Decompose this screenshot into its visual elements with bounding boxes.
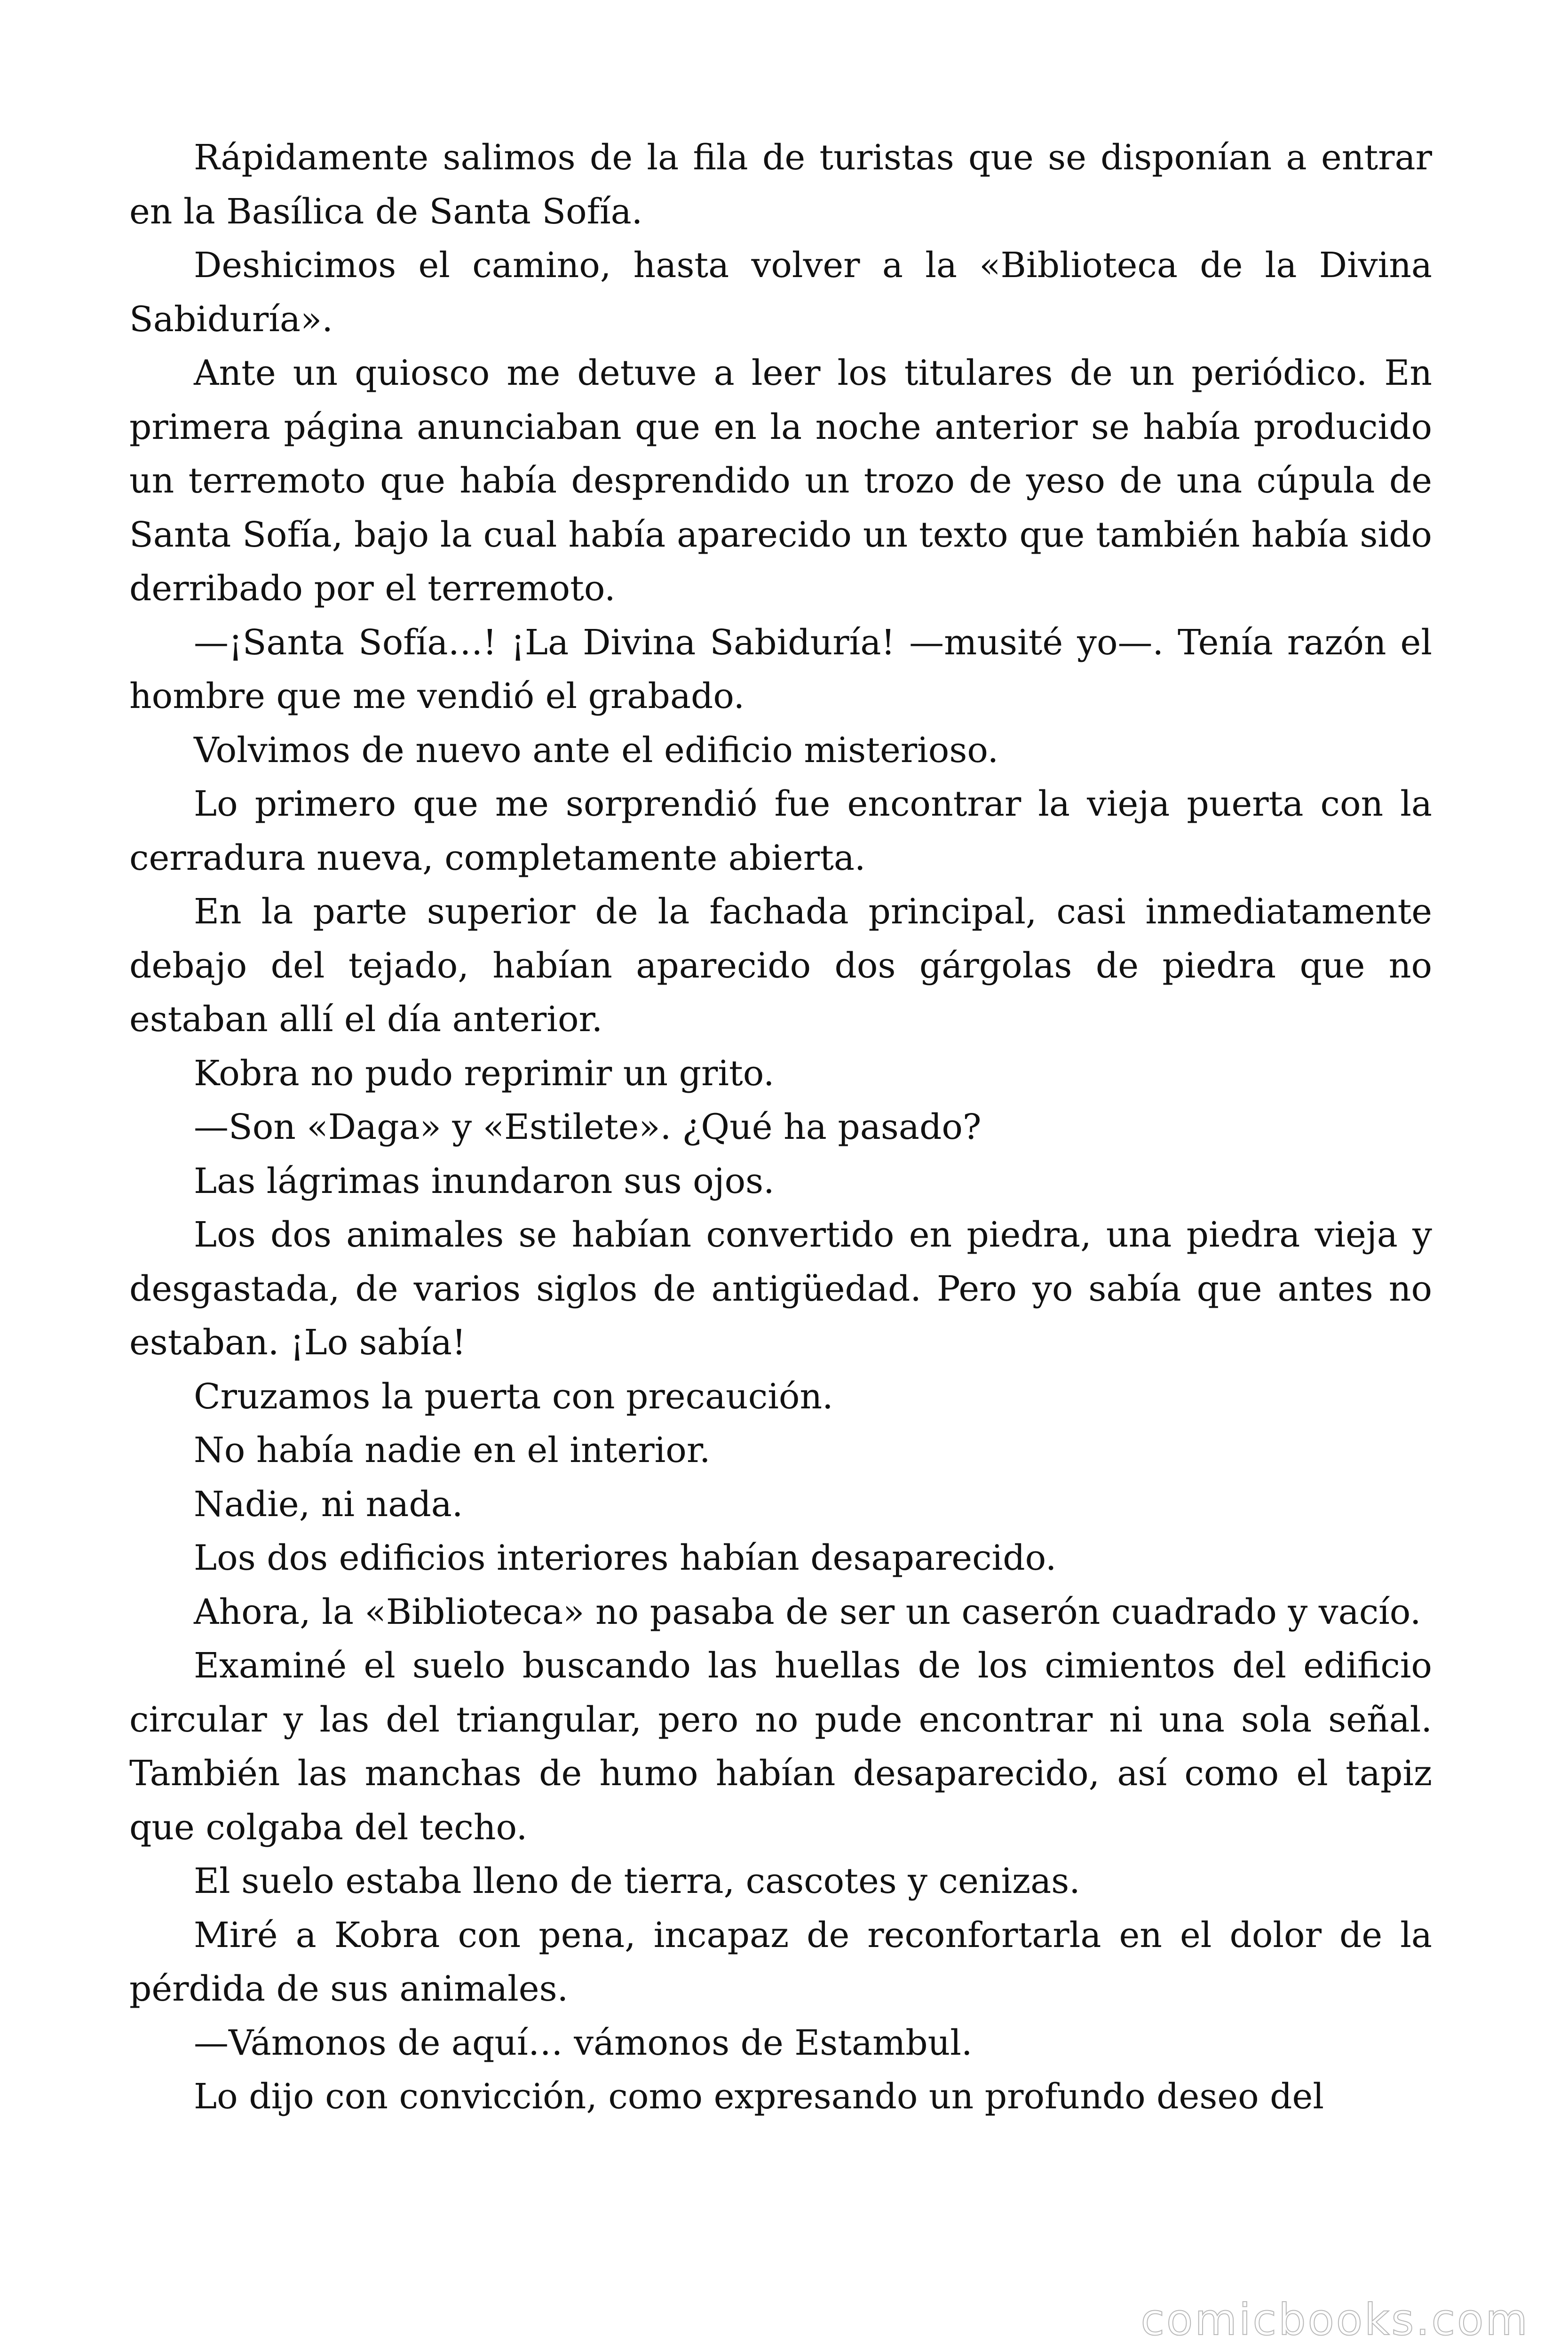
paragraph: En la parte superior de la fachada principal, casi inmediatamente debajo del tejado, habían aparecido dos gárgolas de piedra que no estaban allí el día anterior.: [129, 891, 1432, 1040]
paragraph: Lo dijo con convicción, como expresando un profundo deseo del: [194, 2076, 1324, 2117]
paragraph: Rápidamente salimos de la fila de turistas que se disponían a entrar en la Basílica de Santa Sofía.: [129, 137, 1432, 232]
paragraph: —¡Santa Sofía…! ¡La Divina Sabiduría! —musité yo—. Tenía razón el hombre que me vendió el grabado.: [129, 622, 1432, 716]
paragraph: Nadie, ni nada.: [194, 1484, 463, 1525]
paragraph: Lo primero que me sorprendió fue encontrar la vieja puerta con la cerradura nueva, completamente abierta.: [129, 784, 1432, 878]
paragraph: Volvimos de nuevo ante el edificio misterioso.: [194, 730, 999, 771]
paragraph: El suelo estaba lleno de tierra, cascotes y cenizas.: [194, 1861, 1080, 1901]
paragraph: —Vámonos de aquí… vámonos de Estambul.: [194, 2022, 973, 2063]
paragraph: Ante un quiosco me detuve a leer los titulares de un periódico. En primera página anunciaban que en la noche anterior se había producido un terremoto que había desprendido un trozo de yeso de una cúpula de Santa Sofía, bajo la cual había aparecido un texto que también había sido derribado por el terremoto.: [129, 353, 1432, 609]
paragraph: Deshicimos el camino, hasta volver a la «Biblioteca de la Divina Sabiduría».: [129, 245, 1432, 340]
book-page-text: [129, 131, 1432, 2124]
paragraph: No había nadie en el interior.: [194, 1430, 711, 1470]
paragraph: Los dos animales se habían convertido en piedra, una piedra vieja y desgastada, de varios siglos de antigüedad. Pero yo sabía que antes no estaban. ¡Lo sabía!: [129, 1215, 1432, 1363]
paragraph: Kobra no pudo reprimir un grito.: [194, 1053, 775, 1094]
paragraph: Miré a Kobra con pena, incapaz de reconfortarla en el dolor de la pérdida de sus animales.: [129, 1915, 1432, 2009]
paragraph: —Son «Daga» y «Estilete». ¿Qué ha pasado?: [194, 1107, 982, 1147]
paragraph: Cruzamos la puerta con precaución.: [194, 1376, 833, 1417]
paragraph: Los dos edificios interiores habían desaparecido.: [194, 1538, 1057, 1578]
paragraph: Las lágrimas inundaron sus ojos.: [194, 1160, 775, 1201]
paragraph: Ahora, la «Biblioteca» no pasaba de ser un caserón cuadrado y vacío.: [194, 1591, 1421, 1632]
paragraph: Examiné el suelo buscando las huellas de los cimientos del edificio circular y las del triangular, pero no pude encontrar ni una sola señal. También las manchas de humo habían desaparecido, así como el tapiz que colgaba del techo.: [129, 1645, 1432, 1848]
watermark: comicbooks.com: [1140, 2295, 1529, 2345]
